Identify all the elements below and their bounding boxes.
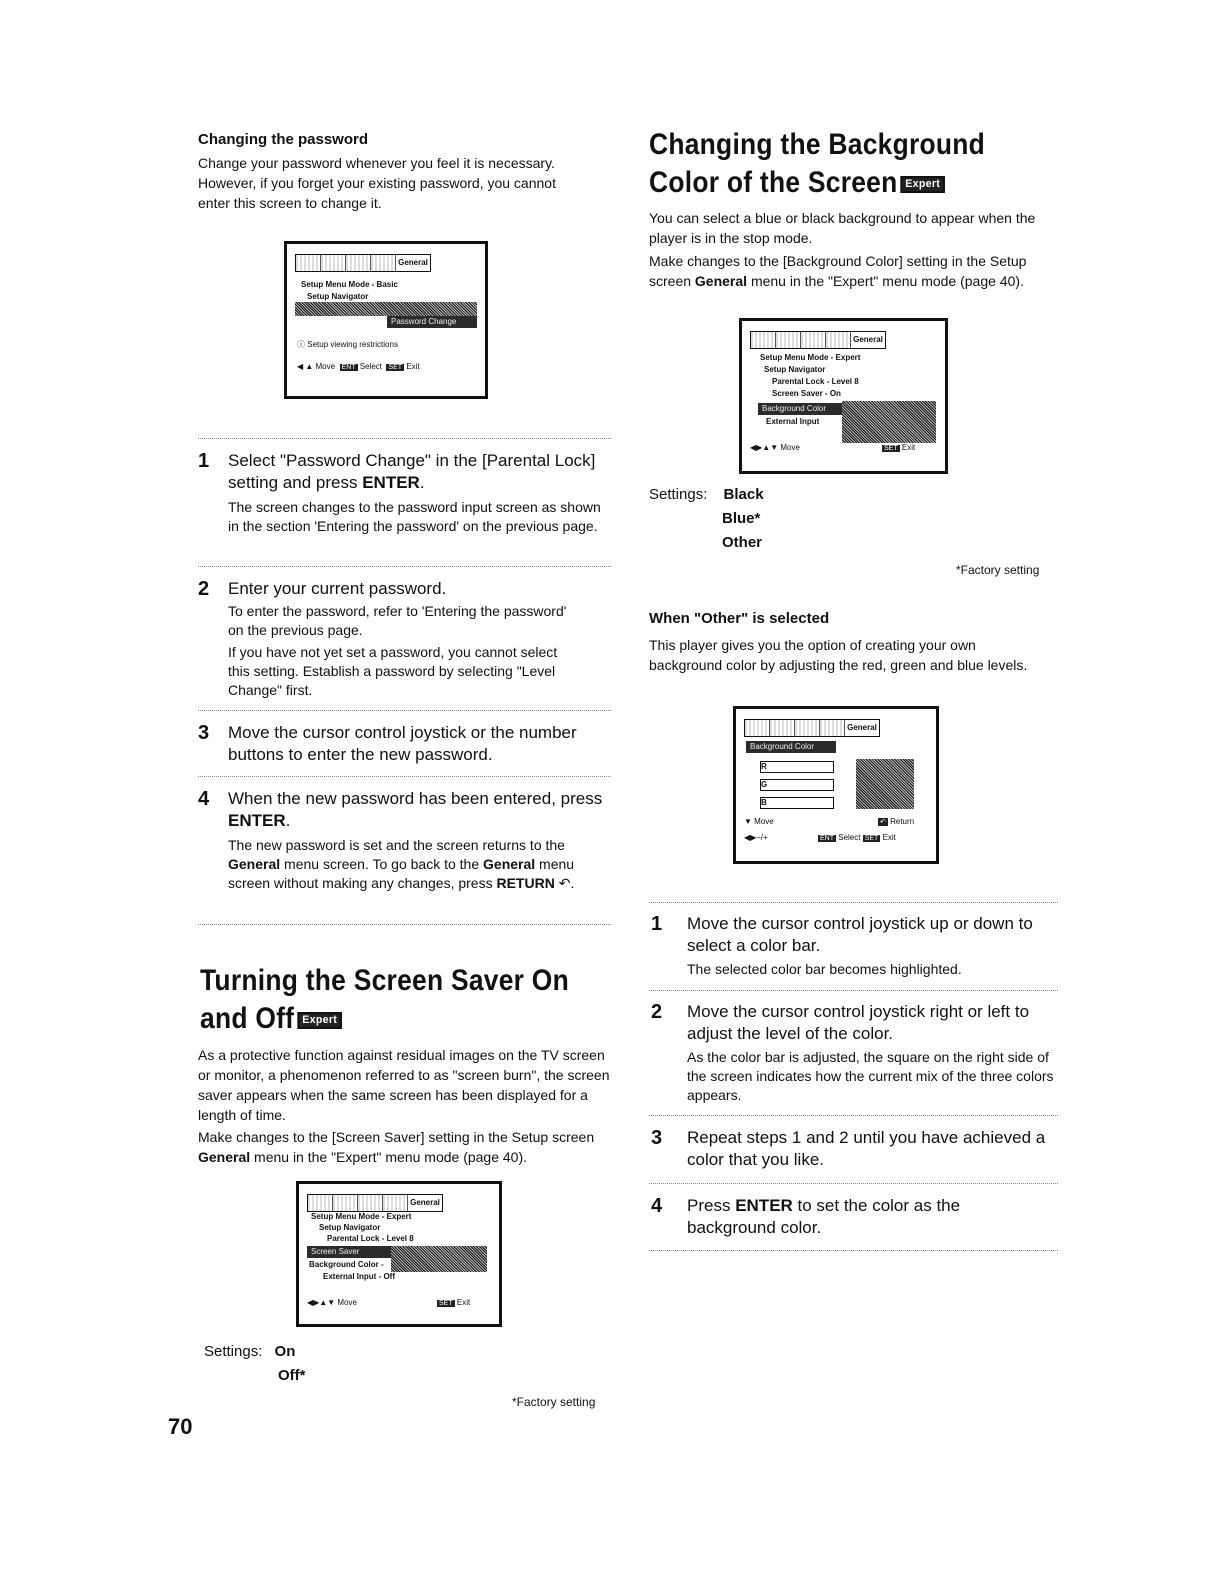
step-number: 4 <box>198 788 210 810</box>
arrow-icons: ◀▶▲▼ <box>307 1298 336 1307</box>
screen-tabs <box>744 719 880 737</box>
dither-pattern <box>842 401 936 443</box>
step-description: To enter the password, refer to 'Entering the password' on the previous page. <box>228 603 567 638</box>
title-line-2: and Off Expert <box>200 1000 569 1038</box>
divider <box>198 924 611 925</box>
move-label: Move <box>754 817 774 826</box>
screen-saver-title <box>200 962 569 1038</box>
background-color-highlight: Background Color <box>758 403 846 415</box>
color-preview-square <box>856 759 914 809</box>
external-input-line: External Input <box>766 417 820 426</box>
divider <box>198 566 611 567</box>
exit-label: Exit <box>406 362 420 371</box>
setup-navigator-line: Setup Navigator <box>764 365 826 374</box>
step-instruction: Repeat steps 1 and 2 until you have achieved a color that you like. <box>687 1128 1046 1169</box>
screen-saver-highlight: Screen Saver <box>307 1246 391 1258</box>
factory-setting-note: *Factory setting <box>512 1395 596 1409</box>
step-instruction: Select "Password Change" in the [Parental Lock] setting and press ENTER. <box>228 451 596 492</box>
setting-value: Blue* <box>722 510 761 527</box>
other-selected-heading: When "Other" is selected <box>649 610 830 627</box>
expert-badge: Expert <box>901 176 946 193</box>
return-group <box>878 817 914 826</box>
setting-value: Off* <box>278 1367 306 1384</box>
screen-saver-line: Screen Saver - On <box>772 389 841 398</box>
divider <box>198 776 611 777</box>
background-color-settings <box>649 483 764 555</box>
red-bar-label: R <box>761 762 767 771</box>
setup-key-icon: SET <box>439 1300 453 1307</box>
arrow-icons: ◀▶–/+ <box>744 833 768 842</box>
divider <box>649 1183 1058 1184</box>
settings-label: Settings: <box>649 486 708 503</box>
menu-mode-line: Setup Menu Mode - Basic <box>301 280 398 289</box>
move-label: Move <box>780 443 800 452</box>
divider <box>198 710 611 711</box>
screen-tabs <box>750 331 886 349</box>
step-number: 2 <box>651 1001 663 1023</box>
screen-saver-instructions: Make changes to the [Screen Saver] setting in the Setup screen General menu in the "Expert" menu mode (page 40). <box>198 1129 595 1165</box>
step-number: 2 <box>198 578 210 600</box>
enter-key-icon: ENT <box>820 835 834 842</box>
setup-key-icon: SET <box>864 835 879 842</box>
exit-label: Exit <box>882 833 896 842</box>
enter-key-icon: ENT <box>341 364 356 371</box>
page-number: 70 <box>168 1414 193 1439</box>
factory-setting-note: *Factory setting <box>956 563 1040 577</box>
dither-pattern <box>295 302 477 316</box>
move-label: Move <box>337 1298 357 1307</box>
select-label: Select <box>838 833 861 842</box>
exit-label: Exit <box>901 443 916 452</box>
setup-navigator-line: Setup Navigator <box>319 1223 381 1232</box>
exit-group <box>437 1298 470 1307</box>
divider <box>198 438 611 439</box>
select-exit-group <box>818 833 896 842</box>
move-row <box>744 817 774 826</box>
step-number: 1 <box>651 913 663 935</box>
info-icon: ⓘ <box>297 340 305 349</box>
tab-general: General <box>396 255 430 271</box>
step-description: As the color bar is adjusted, the square on the right side of the screen indicates how the current mix of the three colors appears. <box>687 1049 1054 1103</box>
green-bar <box>760 779 834 791</box>
screen-saver-text: As a protective function against residual images on the TV screen or monitor, a phenomenon referred to as "screen burn", the screen saver appears when the same screen has been displayed for a length of time. <box>198 1047 610 1123</box>
setup-key-icon: SET <box>884 445 898 452</box>
divider <box>649 1115 1058 1116</box>
screen-tabs <box>295 254 431 272</box>
setup-navigator-line: Setup Navigator <box>307 292 369 301</box>
expert-badge: Expert <box>297 1012 342 1029</box>
title-line-2: Color of the Screen Expert <box>649 164 985 202</box>
divider <box>649 902 1058 903</box>
step-instruction: Press ENTER to set the color as the background color. <box>687 1196 961 1237</box>
background-color-text: You can select a blue or black background to appear when the player is in the stop mode. <box>649 210 1036 246</box>
step-number: 3 <box>198 722 210 744</box>
setting-value: Black <box>723 486 764 503</box>
background-color-line: Background Color - <box>309 1260 384 1269</box>
password-change-highlight: Password Change <box>387 316 477 328</box>
arrow-icons: ◀ ▲ <box>297 362 316 371</box>
screen-footer <box>744 833 768 842</box>
step-description: The selected color bar becomes highlighted. <box>687 961 962 977</box>
step-instruction: Enter your current password. <box>228 579 447 598</box>
screen-saver-screen <box>296 1181 502 1327</box>
step-instruction: Move the cursor control joystick right or left to adjust the level of the color. <box>687 1002 1030 1043</box>
color-adjust-screen <box>733 706 939 864</box>
green-bar-label: G <box>761 780 768 789</box>
setting-value: Other <box>722 534 763 551</box>
setup-key-icon: SET <box>388 364 403 371</box>
arrow-icons: ▼ <box>744 817 752 826</box>
external-input-line: External Input - Off <box>323 1272 395 1281</box>
menu-mode-line: Setup Menu Mode - Expert <box>311 1212 412 1221</box>
divider <box>649 990 1058 991</box>
move-label: Move <box>315 362 336 371</box>
return-icon: ↶ <box>558 875 571 891</box>
step-instruction: When the new password has been entered, press ENTER. <box>228 789 603 830</box>
info-text: Setup viewing restrictions <box>307 340 398 349</box>
return-key-icon: ↶ <box>880 819 886 826</box>
settings-label: Settings: <box>204 1343 263 1360</box>
select-label: Select <box>359 362 382 371</box>
background-color-title <box>649 126 985 202</box>
screen-tabs <box>307 1194 443 1212</box>
setting-value: On <box>274 1343 296 1360</box>
info-row <box>297 339 398 350</box>
exit-label: Exit <box>456 1298 471 1307</box>
blue-bar <box>760 797 834 809</box>
step-instruction: Move the cursor control joystick or the number buttons to enter the new password. <box>228 723 577 764</box>
title-line-1: Changing the Background <box>649 128 986 161</box>
tab-general: General <box>845 720 879 736</box>
arrow-icons: ◀▶▲▼ <box>750 443 779 452</box>
screen-footer <box>307 1298 357 1307</box>
step-instruction: Move the cursor control joystick up or down to select a color bar. <box>687 914 1033 955</box>
background-color-highlight: Background Color <box>746 741 836 753</box>
tab-general: General <box>408 1195 442 1211</box>
step-description: The screen changes to the password input screen as shown in the section 'Entering the password' on the previous page. <box>228 499 601 534</box>
parental-lock-line: Parental Lock - Level 8 <box>772 377 859 386</box>
password-intro-text: Change your password whenever you feel it is necessary. However, if you forget your existing password, you cannot enter this screen to change it. <box>198 155 556 211</box>
screen-footer <box>750 443 800 452</box>
red-bar <box>760 761 834 773</box>
step-description: If you have not yet set a password, you cannot select this setting. Establish a password by selecting "Level Change" first. <box>228 644 558 698</box>
return-label: Return <box>890 817 915 826</box>
parental-lock-line: Parental Lock - Level 8 <box>327 1234 414 1243</box>
step-number: 3 <box>651 1127 663 1149</box>
menu-mode-line: Setup Menu Mode - Expert <box>760 353 861 362</box>
exit-group <box>882 443 915 452</box>
blue-bar-label: B <box>761 798 767 807</box>
dither-pattern <box>391 1246 487 1272</box>
screen-footer <box>297 362 420 371</box>
background-color-screen <box>739 318 948 474</box>
step-number: 1 <box>198 450 210 472</box>
title-line-1: Turning the Screen Saver On <box>200 964 569 997</box>
step-number: 4 <box>651 1195 663 1217</box>
other-selected-text: This player gives you the option of creating your own background color by adjusting the red, green and blue levels. <box>649 637 1028 673</box>
screen-saver-settings <box>204 1340 306 1388</box>
password-heading: Changing the password <box>198 131 369 148</box>
step-description: The new password is set and the screen returns to the General menu screen. To go back to the General menu screen without making any changes, press RETURN ↶. <box>228 837 575 891</box>
password-change-screen <box>284 241 488 399</box>
background-color-instructions: Make changes to the [Background Color] setting in the Setup screen General menu in the "Expert" menu mode (page 40). <box>649 253 1027 289</box>
divider <box>649 1250 1058 1251</box>
tab-general: General <box>851 332 885 348</box>
